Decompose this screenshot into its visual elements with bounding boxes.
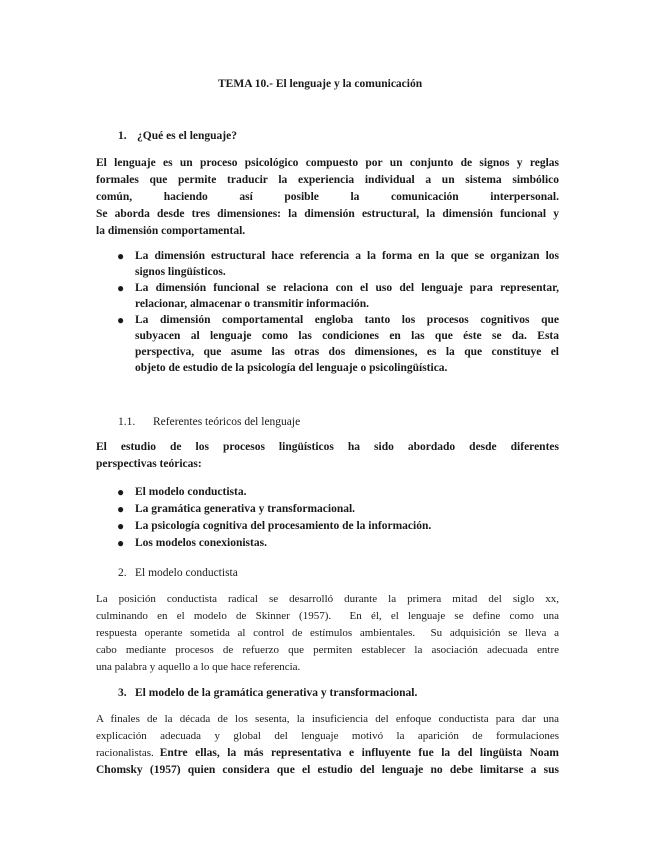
- s1-para-line-3: [96, 191, 559, 203]
- s1-bullet-3-line-2: subyacen al lenguaje como las condiciones en las que éste se da. Esta: [135, 330, 559, 342]
- s1-bullet-1-line-2: signos lingüísticos.: [135, 266, 226, 278]
- s3-para-line-4: Chomsky (1957) quien considera que el estudio del lenguaje no debe limitarse a sus: [96, 764, 559, 776]
- s11-para-line-1: El estudio de los procesos lingüísticos ha sido abordado desde diferentes: [96, 441, 559, 453]
- section-2-heading: El modelo conductista: [135, 567, 238, 579]
- bullet-icon: ●: [117, 281, 125, 295]
- s2-para-line-2: culminando en el modelo de Skinner (1957). En él, el lenguaje se define como una: [96, 610, 559, 622]
- section-1-1-number: 1.1.: [118, 416, 136, 428]
- s1-para-line-5: la dimensión comportamental.: [96, 225, 246, 237]
- section-3-heading: El modelo de la gramática generativa y transformacional.: [135, 687, 418, 699]
- bullet-icon: ●: [117, 519, 125, 533]
- word: la: [350, 191, 360, 203]
- word: interpersonal.: [490, 191, 559, 203]
- bullet-icon: ●: [117, 536, 125, 550]
- s3-para-line-2: explicación adecuada y global del lenguaje motivó la aparición de formulaciones: [96, 730, 559, 742]
- bullet-icon: ●: [117, 485, 125, 499]
- s1-bullet-2-line-2: relacionar, almacenar o transmitir información.: [135, 298, 370, 310]
- text-run: racionalistas.: [96, 747, 154, 759]
- s11-para-line-2: perspectivas teóricas:: [96, 458, 202, 470]
- s2-para-line-3: respuesta operante sometida al control de estímulos ambientales. Su adquisición se lleva a: [96, 627, 559, 639]
- section-1-heading: ¿Qué es el lenguaje?: [137, 130, 237, 142]
- s2-para-line-4: cabo mediante procesos de refuerzo que permiten establecer la asociación adecuada entre: [96, 644, 559, 656]
- s1-bullet-3-line-4: objeto de estudio de la psicología del lenguaje o psicolingüística.: [135, 362, 448, 374]
- section-3-number: 3.: [118, 687, 127, 699]
- page-title: TEMA 10.- El lenguaje y la comunicación: [218, 78, 423, 90]
- s11-bullet-3: La psicología cognitiva del procesamiento de la información.: [135, 520, 432, 532]
- s1-bullet-3-line-1: La dimensión comportamental engloba tanto los procesos cognitivos que: [135, 314, 559, 326]
- s3-para-line-1: A finales de la década de los sesenta, la insuficiencia del enfoque conductista para dar una: [96, 713, 559, 725]
- bullet-icon: ●: [117, 313, 125, 327]
- section-1-number: 1.: [118, 130, 127, 142]
- s1-bullet-3-line-3: perspectiva, que asume las otras dos dimensiones, es la que constituye el: [135, 346, 559, 358]
- s1-para-line-1: El lenguaje es un proceso psicológico compuesto por un conjunto de signos y reglas: [96, 157, 559, 169]
- section-2-number: 2.: [118, 567, 127, 579]
- word: así: [239, 191, 253, 203]
- text-run-bold: Entre ellas, la más representativa e influyente fue la del lingüista Noam: [159, 747, 559, 759]
- bullet-icon: ●: [117, 502, 125, 516]
- s2-para-line-1: La posición conductista radical se desarrolló durante la primera mitad del siglo xx,: [96, 593, 559, 605]
- word: haciendo: [163, 191, 208, 203]
- word: posible: [284, 191, 319, 203]
- s11-bullet-2: La gramática generativa y transformacional.: [135, 503, 356, 515]
- s11-bullet-4: Los modelos conexionistas.: [135, 537, 267, 549]
- s1-bullet-1-line-1: La dimensión estructural hace referencia a la forma en la que se organizan los: [135, 250, 559, 262]
- word: comunicación: [390, 191, 459, 203]
- section-1-1-heading: Referentes teóricos del lenguaje: [153, 416, 301, 428]
- bullet-icon: ●: [117, 249, 125, 263]
- s1-bullet-2-line-1: La dimensión funcional se relaciona con el uso del lenguaje para representar,: [135, 282, 559, 294]
- word: común,: [96, 191, 133, 203]
- s3-para-line-3: [96, 747, 559, 759]
- s1-para-line-4: Se aborda desde tres dimensiones: la dimensión estructural, la dimensión funcional y: [96, 208, 559, 220]
- s11-bullet-1: El modelo conductista.: [135, 486, 247, 498]
- s2-para-line-5: una palabra y aquello a lo que hace referencia.: [96, 661, 301, 673]
- s1-para-line-2: formales que permite traducir la experiencia individual a un sistema simbólico: [96, 174, 559, 186]
